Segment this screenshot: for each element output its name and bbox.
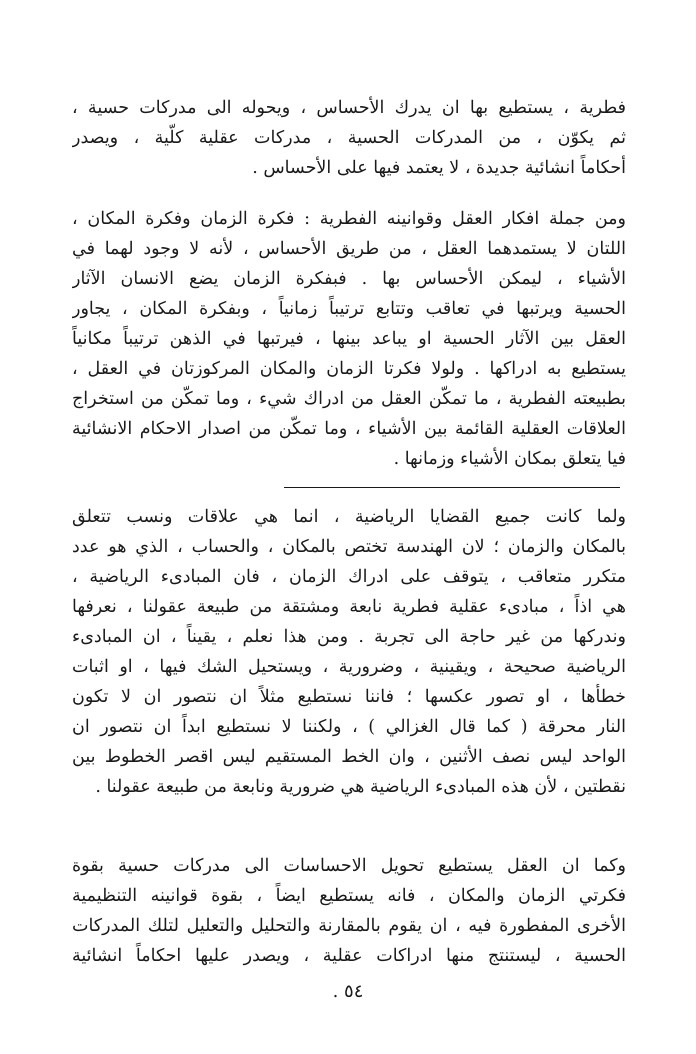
text-line: الأخرى المفطورة فيه ، ان يقوم بالمقارنة والتحليل والتعليل لتلك المدركات bbox=[72, 916, 626, 936]
text-line: العلاقات العقلية القائمة بين الأشياء ، وما تمكّن من اصدار الاحكام الانشائية bbox=[72, 419, 626, 439]
text-line: ثم يكوّن ، من المدركات الحسية ، مدركات عقلية كلّية ، ويصدر bbox=[72, 128, 626, 148]
text-line: وندركها من غير حاجة الى تجربة . ومن هذا نعلم ، يقيناً ، ان المبادىء bbox=[72, 627, 626, 647]
text-line: الحسية ، ليستنتج منها ادراكات عقلية ، ويصدر عليها احكاماً انشائية bbox=[72, 946, 626, 966]
text-line: نقطتين ، لأن هذه المبادىء الرياضية هي ضرورية ونابعة من طبيعة عقولنا . bbox=[95, 777, 626, 797]
text-line: ولما كانت جميع القضايا الرياضية ، انما هي علاقات ونسب تتعلق bbox=[72, 507, 626, 527]
text-line: وكما ان العقل يستطيع تحويل الاحساسات الى مدركات حسية بقوة bbox=[72, 856, 626, 876]
paragraph-4 bbox=[72, 851, 626, 971]
text-line: يستطيع به ادراكها . ولولا فكرتا الزمان والمكان المركوزتان في العقل ، bbox=[72, 359, 626, 379]
text-line: بالمكان والزمان ؛ لان الهندسة تختص بالمكان ، والحساب ، الذي هو عدد bbox=[72, 537, 626, 557]
text-line: أحكاماً انشائية جديدة ، لا يعتمد فيها على الأحساس . bbox=[252, 158, 626, 178]
text-line: خطأها ، او تصور عكسها ؛ فاننا نستطيع مثلاً ان نتصور ان لا تكون bbox=[72, 687, 626, 707]
page-number: ٥٤ . bbox=[332, 981, 364, 1002]
text-line: ومن جملة افكار العقل وقوانينه الفطرية : فكرة الزمان وفكرة المكان ، bbox=[72, 209, 626, 229]
handwritten-underline bbox=[284, 487, 620, 488]
text-line: اللتان لا يستمدهما العقل ، من طريق الأحساس ، لأنه لا وجود لهما في bbox=[72, 239, 626, 259]
text-line: هي اذاً ، مبادىء عقلية فطرية نابعة ومشتقة من طبيعة عقولنا ، نعرفها bbox=[72, 597, 626, 617]
paragraph-3 bbox=[72, 502, 626, 802]
text-line: العقل بين الآثار الحسية او يباعد بينها ، فيرتبها في الذهن ترتيباً مكانياً bbox=[72, 329, 626, 349]
text-line: الرياضية صحيحة ، ويقينية ، وضرورية ، ويستحيل الشك فيها ، او اثبات bbox=[72, 657, 626, 677]
text-line: فطرية ، يستطيع بها ان يدرك الأحساس ، ويحوله الى مدركات حسية ، bbox=[72, 98, 626, 118]
text-line: متكرر متعاقب ، يتوقف على ادراك الزمان ، فان المبادىء الرياضية ، bbox=[72, 567, 626, 587]
paragraph-2 bbox=[72, 204, 626, 474]
text-line: فيا يتعلق بمكان الأشياء وزمانها . bbox=[393, 449, 626, 469]
text-line: الحسية ويرتبها في تعاقب وتتابع ترتيباً زمانياً ، وبفكرة المكان ، يجاور bbox=[72, 299, 626, 319]
text-line: الواحد ليس نصف الأثنين ، وان الخط المستقيم ليس اقصر الخطوط بين bbox=[72, 747, 626, 767]
text-line: بطبيعته الفطرية ، ما تمكّن العقل من ادراك شيء ، وما تمكّن من استخراج bbox=[72, 389, 626, 409]
text-line: النار محرقة ( كما قال الغزالي ) ، ولكننا لا نستطيع ابداً ان نتصور ان bbox=[72, 717, 626, 737]
paragraph-1 bbox=[72, 93, 626, 183]
text-line: الأشياء ، ليمكن الأحساس بها . فبفكرة الزمان يضع الانسان الآثار bbox=[72, 269, 626, 289]
text-line: فكرتي الزمان والمكان ، فانه يستطيع ايضاً ، بقوة قوانينه التنظيمية bbox=[72, 886, 626, 906]
